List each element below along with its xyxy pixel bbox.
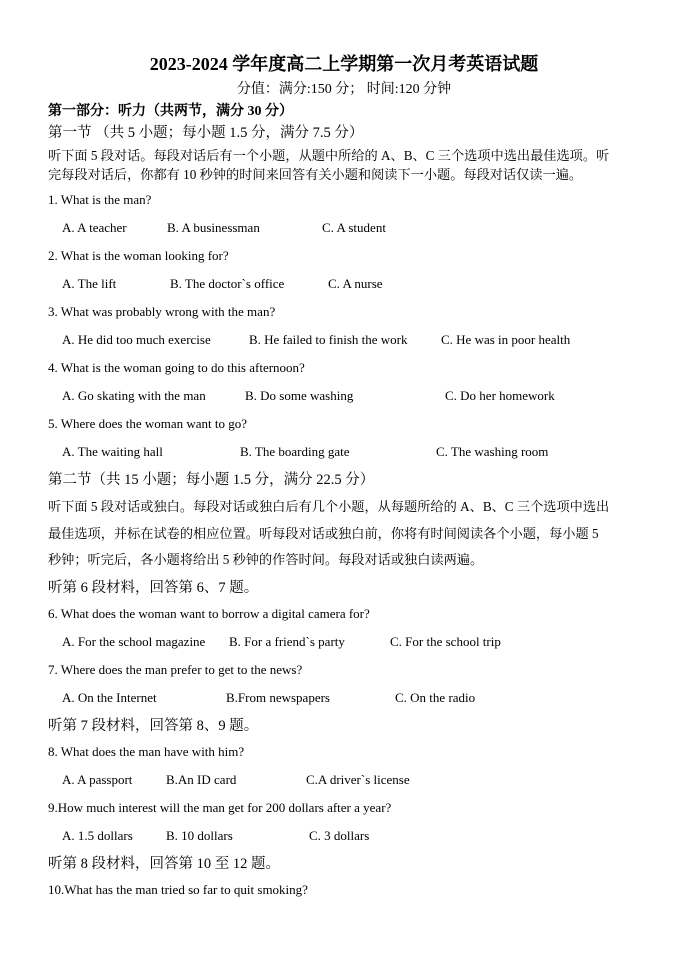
q4-option-a: A. Go skating with the man (62, 388, 206, 403)
q9-option-a: A. 1.5 dollars (62, 828, 133, 843)
q4-option-c: C. Do her homework (445, 388, 555, 403)
q1-option-a: A. A teacher (62, 220, 127, 235)
question-8: 8. What does the man have with him? (48, 744, 245, 759)
q5-option-c: C. The washing room (436, 444, 549, 459)
q7-option-b: B.From newspapers (226, 690, 330, 705)
section1-heading: 第一节 （共 5 小题；每小题 1.5 分，满分 7.5 分） (48, 125, 364, 141)
part1-heading: 第一部分：听力（共两节，满分 30 分） (48, 104, 293, 119)
q5-option-a: A. The waiting hall (62, 444, 163, 459)
q2-option-b: B. The doctor`s office (170, 276, 285, 291)
q8-option-b: B.An ID card (166, 772, 237, 787)
section1-instruction-line1: 听下面 5 段对话。每段对话后有一个小题，从题中所给的 A、B、C 三个选项中选出最佳选项。听 (48, 148, 610, 163)
listening-material-7: 听第 7 段材料，回答第 8、9 题。 (48, 718, 259, 734)
q2-option-a: A. The lift (62, 276, 117, 291)
q7-option-a: A. On the Internet (62, 690, 157, 705)
q6-option-b: B. For a friend`s party (229, 634, 345, 649)
q1-option-b: B. A businessman (167, 220, 260, 235)
section2-heading: 第二节（共 15 小题；每小题 1.5 分，满分 22.5 分） (48, 472, 375, 488)
section1-instruction-line2: 完每段对话后，你都有 10 秒钟的时间来回答有关小题和阅读下一小题。每段对话仅读一遍。 (48, 167, 583, 182)
page-title: 2023-2024 学年度高二上学期第一次月考英语试题 (149, 54, 539, 74)
section2-instruction-line1: 听下面 5 段对话或独白。每段对话或独白后有几个小题，从每题所给的 A、B、C 三个选项中选出 (48, 499, 610, 514)
q1-option-c: C. A student (322, 220, 386, 235)
q3-option-a: A. He did too much exercise (62, 332, 211, 347)
question-10: 10.What has the man tried so far to quit smoking? (48, 882, 308, 897)
q9-option-b: B. 10 dollars (166, 828, 233, 843)
question-9: 9.How much interest will the man get for 200 dollars after a year? (48, 800, 392, 815)
question-3: 3. What was probably wrong with the man? (48, 304, 276, 319)
question-6: 6. What does the woman want to borrow a digital camera for? (48, 606, 370, 621)
question-7: 7. Where does the man prefer to get to the news? (48, 662, 303, 677)
section2-instruction-line3: 秒钟；听完后，各小题将给出 5 秒钟的作答时间。每段对话或独白读两遍。 (48, 552, 484, 567)
question-5: 5. Where does the woman want to go? (48, 416, 248, 431)
score-time-info: 分值：满分:150 分； 时间:120 分钟 (236, 82, 452, 97)
listening-material-8: 听第 8 段材料，回答第 10 至 12 题。 (48, 856, 280, 872)
q8-option-a: A. A passport (62, 772, 133, 787)
q7-option-c: C. On the radio (395, 690, 476, 705)
question-1: 1. What is the man? (48, 192, 152, 207)
q6-option-a: A. For the school magazine (62, 634, 206, 649)
q8-option-c: C.A driver`s license (306, 772, 410, 787)
question-2: 2. What is the woman looking for? (48, 248, 229, 263)
q5-option-b: B. The boarding gate (240, 444, 350, 459)
q9-option-c: C. 3 dollars (309, 828, 370, 843)
q3-option-b: B. He failed to finish the work (249, 332, 408, 347)
question-4: 4. What is the woman going to do this afternoon? (48, 360, 305, 375)
q3-option-c: C. He was in poor health (441, 332, 571, 347)
q6-option-c: C. For the school trip (390, 634, 501, 649)
q2-option-c: C. A nurse (328, 276, 383, 291)
section2-instruction-line2: 最佳选项，并标在试卷的相应位置。听每段对话或独白前，你将有时间阅读各个小题，每小题 5 (48, 526, 599, 541)
listening-material-6: 听第 6 段材料，回答第 6、7 题。 (48, 580, 259, 596)
q4-option-b: B. Do some washing (245, 388, 354, 403)
